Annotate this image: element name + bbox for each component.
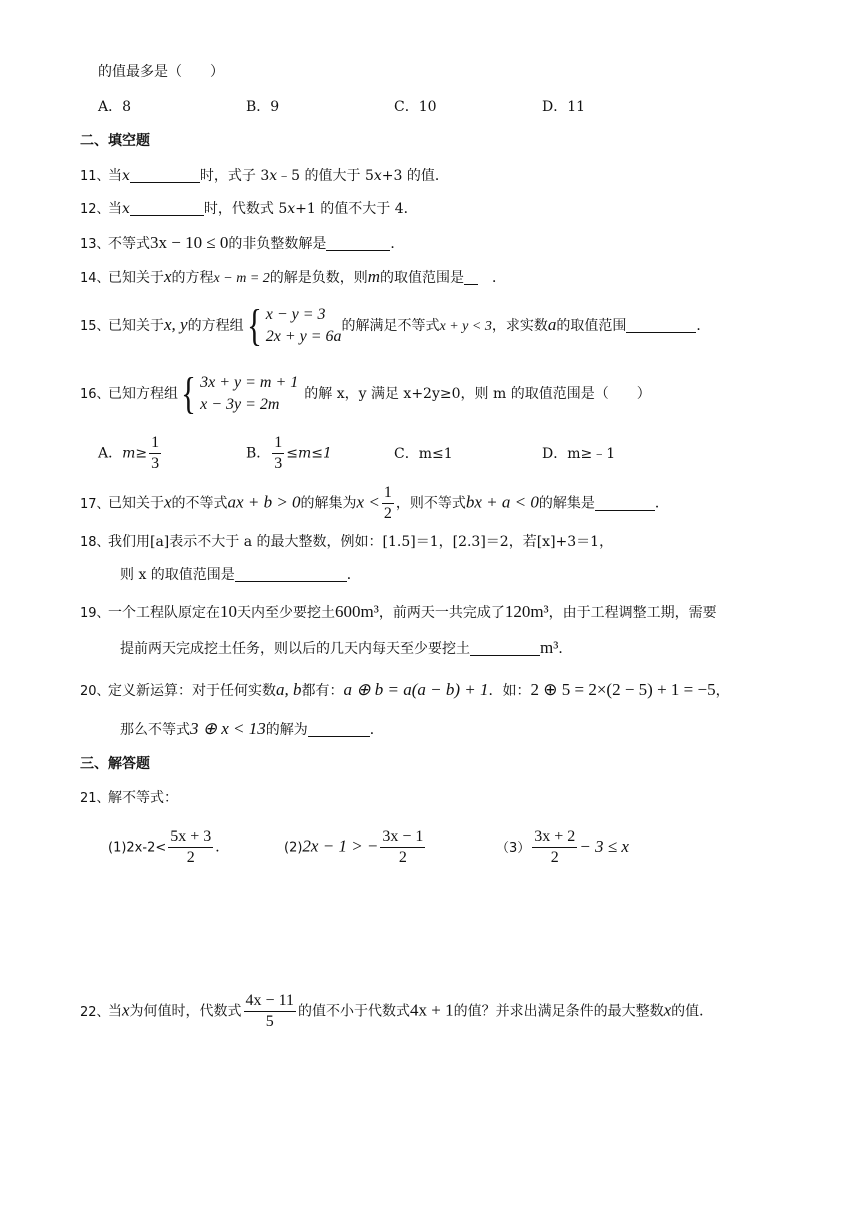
q10-option-b: B．9: [246, 99, 280, 115]
question-19-line-1: 19、一个工程队原定在10天内至少要挖土600m³，前两天一共完成了120m³，由于工程调整工期，需要: [80, 602, 717, 621]
section-answer-title: 三、解答题: [80, 756, 150, 772]
q21-part-2: (2)2x − 1 > − $\frac{3x - 1}{2}$: [284, 828, 424, 866]
equation-system: { x − y = 3 2x + y = 6a: [246, 301, 342, 350]
q16-option-d: D．m≥﹣1: [542, 445, 616, 462]
q10-option-c: C．10: [394, 99, 437, 115]
question-21: 21、解不等式：: [80, 790, 178, 806]
question-22: 22、当x为何值时，代数式 $\frac{4x - 11}{5}$ 的值不小于代数式4x + 1的值？并求出满足条件的最大整数x的值．: [80, 992, 714, 1030]
q16-options: [98, 434, 690, 473]
answer-blank[interactable]: [308, 721, 370, 737]
answer-blank[interactable]: [626, 317, 696, 333]
q10-option-d: D．11: [542, 99, 586, 115]
question-20-line-2: 那么不等式3 ⊕ x < 13的解为 ．: [120, 719, 384, 738]
question-18-line-1: 18、我们用[a]表示不大于 a 的最大整数，例如：[1.5]＝1，[2.3]＝2，若[x]+3＝1，: [80, 534, 614, 550]
question-14: 14、已知关于x的方程x − m = 2的解是负数，则m的取值范围是 ．: [80, 267, 507, 286]
answer-blank[interactable]: [464, 269, 478, 285]
question-13: 13、不等式3x − 10 ≤ 0的非负整数解是 ．: [80, 233, 405, 252]
question-21-parts: [108, 828, 629, 867]
answer-blank[interactable]: [235, 566, 347, 582]
q16-option-b: B． $\frac{1}{3}$ ≤m≤1: [246, 434, 332, 472]
q10-option-a: A．8: [98, 99, 132, 115]
question-12: 12、当x 时，代数式 5x+1 的值不大于 4．: [80, 201, 418, 217]
answer-blank[interactable]: [595, 495, 655, 511]
question-20-line-1: 20、定义新运算：对于任何实数a, b都有：a ⊕ b = a(a − b) + 1．如：2 ⊕ 5 = 2×(2 − 5) + 1 = −5，: [80, 680, 730, 699]
equation-system: { 3x + y = m + 1 x − 3y = 2m: [181, 369, 299, 418]
section-fill-in-title: 二、填空题: [80, 133, 150, 149]
q21-part-1: (1)2x-2< $\frac{5x + 3}{2}$ ．: [108, 828, 230, 866]
q21-part-3: （3） $\frac{3x + 2}{2}$ − 3 ≤ x: [496, 828, 629, 866]
question-16: 16、已知方程组 { 3x + y = m + 1 x − 3y = 2m 的解 x，y 满足 x+2y≥0，则 m 的取值范围是（ ）: [80, 369, 651, 418]
q16-option-c: C．m≤1: [394, 445, 453, 462]
q10-tail: 的值最多是（ ）: [98, 64, 224, 80]
question-17: 17、已知关于x的不等式ax + b > 0的解集为x < $\frac{1}{2}$ ，则不等式bx + a < 0的解集是 ．: [80, 484, 669, 522]
question-18-line-2: 则 x 的取值范围是 ．: [120, 567, 361, 583]
answer-blank[interactable]: [470, 640, 540, 656]
question-15: 15、已知关于x, y的方程组 { x − y = 3 2x + y = 6a 的解满足不等式x + y < 3，求实数a的取值范围 ．: [80, 301, 711, 350]
answer-blank[interactable]: [326, 235, 390, 251]
q16-option-a: A．m≥ $\frac{1}{3}$: [98, 434, 160, 472]
q10-options: [98, 97, 690, 117]
answer-blank[interactable]: [130, 167, 200, 183]
question-11: 11、当x 时，式子 3x﹣5 的值大于 5x+3 的值．: [80, 168, 449, 184]
question-19-line-2: 提前两天完成挖土任务，则以后的几天内每天至少要挖土 m³．: [120, 638, 573, 657]
answer-blank[interactable]: [130, 200, 204, 216]
